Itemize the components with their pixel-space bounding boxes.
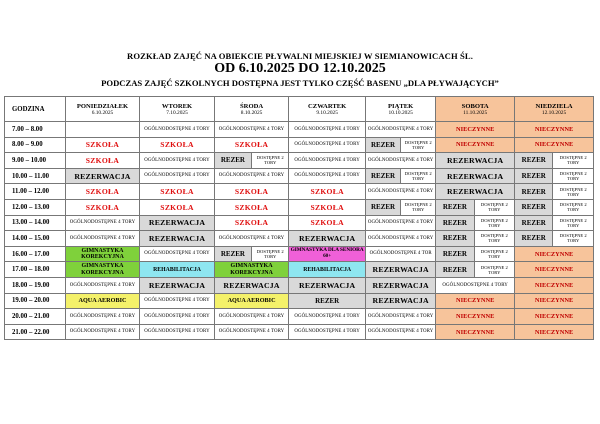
reservation-part: REZER (515, 215, 553, 231)
available-lanes: DOSTĘPNE 2 TORY (553, 184, 594, 200)
schedule-row (5, 215, 594, 231)
reservation-part: REZER (214, 153, 251, 169)
reservation-cell: REZERWACJA (366, 293, 436, 309)
closed-cell: NIECZYNNE (515, 122, 594, 138)
reservation-part: REZER (515, 153, 553, 169)
day-date: 7.10.2025 (166, 109, 188, 116)
open-lanes-cell: OGÓLNODOSTĘPNE 4 TORY (289, 137, 366, 153)
day-name: WTOREK (161, 102, 193, 110)
title-line-1: ROZKŁAD ZAJĘĆ NA OBIEKCIE PŁYWALNI MIEJSKIEJ W SIEMIANOWICACH ŚL. (127, 51, 473, 61)
reservation-cell: REZERWACJA (436, 184, 515, 200)
open-lanes-cell: OGÓLNODOSTĘPNE 4 TOR (366, 246, 436, 262)
schedule-row (5, 293, 594, 309)
open-lanes-cell: OGÓLNODOSTĘPNE 4 TORY (366, 122, 436, 138)
available-lanes: DOSTĘPNE 2 TORY (474, 199, 514, 215)
reservation-part: REZER (214, 246, 251, 262)
aqua-aerobic-cell: AQUA AEROBIC (214, 293, 289, 309)
closed-cell: NIECZYNNE (436, 324, 515, 340)
corrective-gym-cell: GIMNASTYKA KOREKCYJNA (65, 262, 140, 278)
reservation-cell: REZERWACJA (140, 231, 215, 247)
reservation-part: REZER (366, 168, 401, 184)
school-cell: SZKOŁA (214, 184, 289, 200)
school-cell: SZKOŁA (289, 215, 366, 231)
available-lanes: DOSTĘPNE 2 TORY (474, 231, 514, 247)
day-name: CZWARTEK (308, 102, 347, 110)
available-lanes: DOSTĘPNE 2 TORY (474, 215, 514, 231)
open-lanes-cell: OGÓLNODOSTĘPNE 4 TORY (140, 122, 215, 138)
day-name: PONIEDZIAŁEK (76, 102, 129, 110)
closed-cell: NIECZYNNE (515, 262, 594, 278)
day-name: NIEDZIELA (535, 102, 573, 110)
available-lanes: DOSTĘPNE 2 TORY (252, 153, 289, 169)
reservation-cell: REZERWACJA (366, 262, 436, 278)
open-lanes-cell: OGÓLNODOSTĘPNE 4 TORY (289, 309, 366, 325)
closed-cell: NIECZYNNE (436, 309, 515, 325)
schedule-row (5, 168, 594, 184)
header-time: GODZINA (5, 97, 66, 122)
time-slot: 14.00 – 15.00 (5, 231, 66, 247)
available-lanes: DOSTĘPNE 2 TORY (553, 153, 594, 169)
day-name: SOBOTA (461, 102, 489, 110)
available-lanes: DOSTĘPNE 2 TORY (553, 215, 594, 231)
school-cell: SZKOŁA (65, 137, 140, 153)
day-name: PIĄTEK (388, 102, 414, 110)
day-name: ŚRODA (240, 102, 264, 110)
open-lanes-cell: OGÓLNODOSTĘPNE 4 TORY (65, 231, 140, 247)
open-lanes-cell: OGÓLNODOSTĘPNE 4 TORY (289, 168, 366, 184)
title-note: PODCZAS ZAJĘĆ SZKOLNYCH DOSTĘPNA JEST TYLKO CZĘŚĆ BASENU „DLA PŁYWAJĄCYCH” (101, 78, 499, 88)
reservation-cell: REZERWACJA (289, 277, 366, 293)
time-slot: 11.00 – 12.00 (5, 184, 66, 200)
school-cell: SZKOŁA (140, 184, 215, 200)
reservation-cell: REZERWACJA (140, 215, 215, 231)
closed-cell: NIECZYNNE (515, 277, 594, 293)
school-cell: SZKOŁA (214, 215, 289, 231)
open-lanes-cell: OGÓLNODOSTĘPNE 4 TORY (214, 122, 289, 138)
header-day (65, 97, 140, 122)
time-slot: 21.00 – 22.00 (5, 324, 66, 340)
available-lanes: DOSTĘPNE 2 TORY (401, 168, 436, 184)
reservation-cell: REZERWACJA (366, 277, 436, 293)
day-date: 12.10.2025 (541, 109, 567, 116)
reservation-part: REZER (366, 199, 401, 215)
senior-gym-cell: GIMNASTYKA DLA SENIORA 60+ (289, 246, 366, 262)
reservation-part: REZER (436, 246, 474, 262)
header-day (515, 97, 594, 122)
closed-cell: NIECZYNNE (436, 137, 515, 153)
rehab-cell: REHABILITACJA (140, 262, 215, 278)
open-lanes-cell: OGÓLNODOSTĘPNE 4 TORY (366, 231, 436, 247)
schedule-row (5, 262, 594, 278)
rehab-cell: REHABILITACJA (289, 262, 366, 278)
available-lanes: DOSTĘPNE 2 TORY (553, 231, 594, 247)
corrective-gym-cell: GIMNASTYKA KOREKCYJNA (214, 262, 289, 278)
reservation-part: REZER (436, 215, 474, 231)
schedule-row (5, 153, 594, 169)
available-lanes: DOSTĘPNE 2 TORY (474, 246, 514, 262)
header-day (366, 97, 436, 122)
reservation-cell: REZERWACJA (214, 277, 289, 293)
aqua-aerobic-cell: AQUA AEROBIC (65, 293, 140, 309)
reservation-cell: REZERWACJA (65, 168, 140, 184)
reservation-cell: REZERWACJA (289, 231, 366, 247)
reservation-part: REZER (436, 231, 474, 247)
open-lanes-cell: OGÓLNODOSTĘPNE 4 TORY (366, 215, 436, 231)
school-cell: SZKOŁA (140, 137, 215, 153)
open-lanes-cell: OGÓLNODOSTĘPNE 4 TORY (366, 324, 436, 340)
schedule-row (5, 137, 594, 153)
closed-cell: NIECZYNNE (515, 293, 594, 309)
open-lanes-cell: OGÓLNODOSTĘPNE 4 TORY (140, 153, 215, 169)
open-lanes-cell: OGÓLNODOSTĘPNE 4 TORY (140, 324, 215, 340)
open-lanes-cell: OGÓLNODOSTĘPNE 4 TORY (289, 324, 366, 340)
schedule-row (5, 199, 594, 215)
available-lanes: DOSTĘPNE 2 TORY (553, 168, 594, 184)
schedule-row (5, 277, 594, 293)
school-cell: SZKOŁA (65, 199, 140, 215)
open-lanes-cell: OGÓLNODOSTĘPNE 4 TORY (214, 231, 289, 247)
school-cell: SZKOŁA (65, 153, 140, 169)
schedule-row (5, 184, 594, 200)
open-lanes-cell: OGÓLNODOSTĘPNE 4 TORY (140, 293, 215, 309)
open-lanes-cell: OGÓLNODOSTĘPNE 4 TORY (436, 277, 515, 293)
schedule-table (4, 96, 594, 340)
day-date: 6.10.2025 (91, 109, 114, 116)
schedule-row (5, 246, 594, 262)
reservation-part: REZER (515, 231, 553, 247)
time-slot: 20.00 – 21.00 (5, 309, 66, 325)
school-cell: SZKOŁA (289, 184, 366, 200)
schedule-row (5, 231, 594, 247)
time-slot: 19.00 – 20.00 (5, 293, 66, 309)
closed-cell: NIECZYNNE (515, 324, 594, 340)
schedule-row (5, 309, 594, 325)
reservation-cell: REZERWACJA (436, 153, 515, 169)
school-cell: SZKOŁA (289, 199, 366, 215)
day-date: 10.10.2025 (388, 109, 413, 116)
open-lanes-cell: OGÓLNODOSTĘPNE 4 TORY (289, 153, 366, 169)
day-date: 9.10.2025 (316, 109, 338, 116)
time-slot: 10.00 – 11.00 (5, 168, 66, 184)
time-slot: 16.00 – 17.00 (5, 246, 66, 262)
open-lanes-cell: OGÓLNODOSTĘPNE 4 TORY (65, 277, 140, 293)
available-lanes: DOSTĘPNE 2 TORY (553, 199, 594, 215)
open-lanes-cell: OGÓLNODOSTĘPNE 4 TORY (366, 184, 436, 200)
open-lanes-cell: OGÓLNODOSTĘPNE 4 TORY (140, 309, 215, 325)
open-lanes-cell: OGÓLNODOSTĘPNE 4 TORY (214, 324, 289, 340)
closed-cell: NIECZYNNE (515, 246, 594, 262)
available-lanes: DOSTĘPNE 2 TORY (401, 137, 436, 153)
school-cell: SZKOŁA (65, 184, 140, 200)
header-row (5, 97, 594, 122)
title-dates: OD 6.10.2025 DO 12.10.2025 (214, 61, 386, 76)
header-day (289, 97, 366, 122)
header-day (214, 97, 289, 122)
open-lanes-cell: OGÓLNODOSTĘPNE 4 TORY (140, 168, 215, 184)
open-lanes-cell: OGÓLNODOSTĘPNE 4 TORY (65, 215, 140, 231)
time-slot: 13.00 – 14.00 (5, 215, 66, 231)
time-slot: 12.00 – 13.00 (5, 199, 66, 215)
reservation-part: REZER (436, 199, 474, 215)
available-lanes: DOSTĘPNE 2 TORY (474, 262, 514, 278)
split-cell (289, 293, 366, 309)
reservation-cell: REZERWACJA (140, 277, 215, 293)
open-lanes-cell: OGÓLNODOSTĘPNE 4 TORY (214, 309, 289, 325)
available-lanes: DOSTĘPNE 2 TORY (252, 246, 289, 262)
open-lanes-cell: OGÓLNODOSTĘPNE 4 TORY (214, 168, 289, 184)
reservation-part: REZER (515, 199, 553, 215)
open-lanes-cell: OGÓLNODOSTĘPNE 4 TORY (366, 153, 436, 169)
corrective-gym-cell: GIMNASTYKA KOREKCYJNA (65, 246, 140, 262)
open-lanes-cell: OGÓLNODOSTĘPNE 4 TORY (289, 122, 366, 138)
school-cell: SZKOŁA (214, 137, 289, 153)
day-date: 11.10.2025 (463, 109, 488, 116)
empty-cell (65, 122, 140, 138)
available-lanes: DOSTĘPNE 2 TORY (401, 199, 436, 215)
reservation-cell: REZERWACJA (436, 168, 515, 184)
time-slot: 17.00 – 18.00 (5, 262, 66, 278)
reservation-part: REZER (515, 184, 553, 200)
time-slot: 18.00 – 19.00 (5, 277, 66, 293)
header-day (140, 97, 215, 122)
closed-cell: NIECZYNNE (436, 122, 515, 138)
open-lanes-cell: OGÓLNODOSTĘPNE 4 TORY (65, 309, 140, 325)
day-date: 8.10.2025 (240, 109, 263, 116)
open-lanes-cell: OGÓLNODOSTĘPNE 4 TORY (65, 324, 140, 340)
school-cell: SZKOŁA (214, 199, 289, 215)
reservation-part: REZER (436, 262, 474, 278)
closed-cell: NIECZYNNE (515, 137, 594, 153)
schedule-row (5, 324, 594, 340)
header-day (436, 97, 515, 122)
reservation-part: REZER (366, 137, 401, 153)
open-lanes-cell: OGÓLNODOSTĘPNE 4 TORY (366, 309, 436, 325)
open-lanes-cell: OGÓLNODOSTĘPNE 4 TORY (140, 246, 215, 262)
time-slot: 7.00 – 8.00 (5, 122, 66, 138)
reservation-part: REZER (515, 168, 553, 184)
time-slot: 8.00 – 9.00 (5, 137, 66, 153)
time-slot: 9.00 – 10.00 (5, 153, 66, 169)
reservation-part: REZER (315, 296, 340, 305)
closed-cell: NIECZYNNE (436, 293, 515, 309)
schedule-row (5, 122, 594, 138)
closed-cell: NIECZYNNE (515, 309, 594, 325)
school-cell: SZKOŁA (140, 199, 215, 215)
